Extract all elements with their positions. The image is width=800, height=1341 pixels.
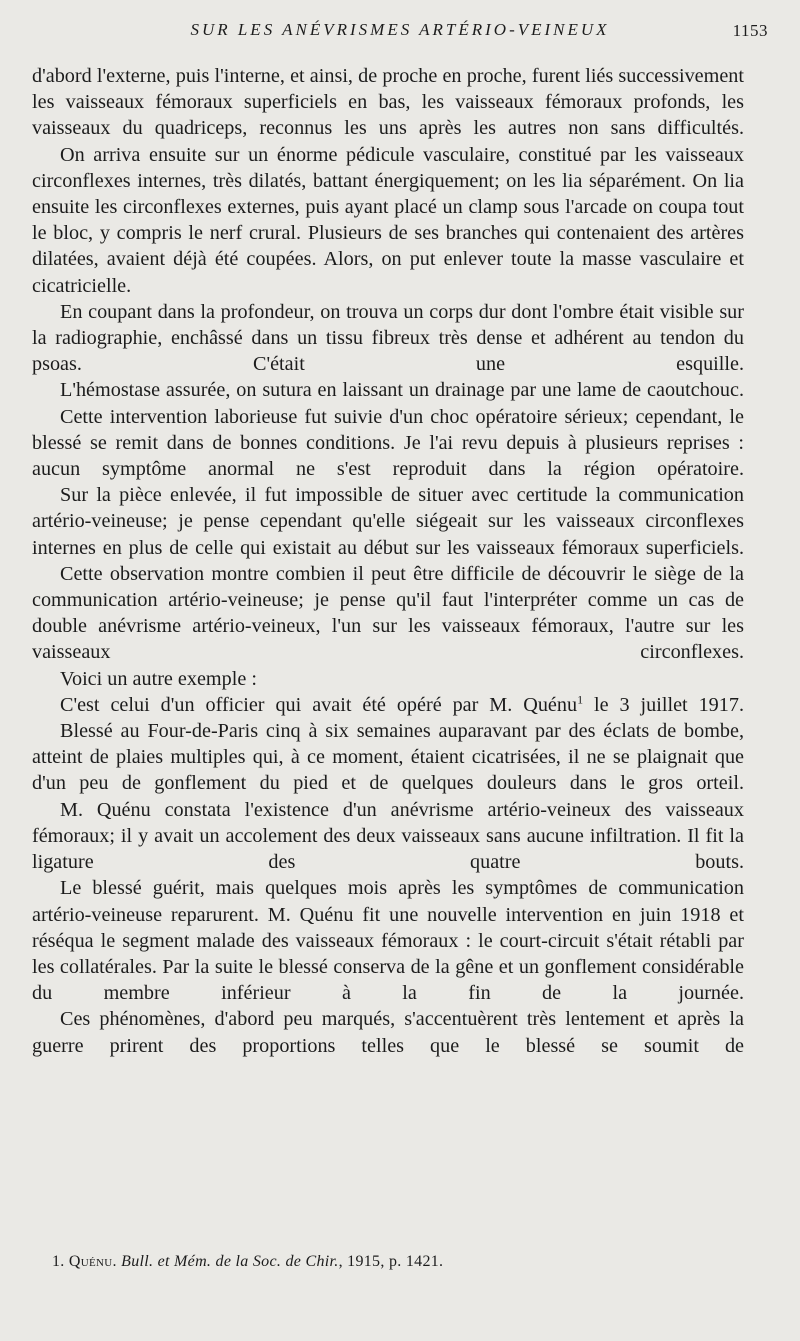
paragraph-7: Cette observation montre combien il peut être difficile de découvrir le siège de la communication artério-veineuse; je pense qu'il faut l'interpréter comme un cas de double anévrisme artério-veineux, l'un sur les vaisseaux fémoraux, l'autre sur les vaisseaux circonflexes.: [32, 562, 744, 664]
paragraph-1: d'abord l'externe, puis l'interne, et ainsi, de proche en proche, furent liés successivement les vaisseaux fémoraux superficiels en bas, les vaisseaux fémoraux profonds, les vaisseaux du quadriceps, reconnus les uns après les autres non sans difficultés.: [32, 65, 744, 140]
paragraph-4: L'hémostase assurée, on sutura en laissant un drainage par une lame de caoutchouc.: [60, 379, 744, 402]
paragraph-9-date: le 3 juillet 1917.: [583, 693, 744, 716]
paragraph-9-text: C'est celui d'un officier qui avait été opéré par M. Quénu: [60, 693, 578, 716]
footnote-number: 1.: [52, 1253, 65, 1270]
body-text: [32, 63, 744, 1059]
footnote-author: Quénu.: [68, 1253, 117, 1270]
footnote-details: , 1915, p. 1421.: [338, 1253, 444, 1270]
paragraph-6: Sur la pièce enlevée, il fut impossible de situer avec certitude la communication artério-veineuse; je pense cependant qu'elle siégeait sur les vaisseaux circonflexes internes en plus de celle qui existait au début sur les vaisseaux fémoraux superficiels.: [32, 484, 744, 559]
footnote-reference[interactable]: 1: [577, 692, 584, 707]
paragraph-10: Blessé au Four-de-Paris cinq à six semaines auparavant par des éclats de bombe, atteint de plaies multiples qui, à ce moment, étaient cicatrisées, il ne se plaignait que d'un peu de gonflement du pied et de quelques douleurs dans le gros orteil.: [32, 720, 744, 795]
running-title: SUR LES ANÉVRISMES ARTÉRIO-VEINEUX: [190, 20, 610, 39]
footnote: [52, 1253, 443, 1271]
paragraph-12: Le blessé guérit, mais quelques mois après les symptômes de communication artério-veineuse reparurent. M. Quénu fit une nouvelle intervention en juin 1918 et réséqua le segment malade des vaisseaux fémoraux : le court-circuit s'était rétabli par les collatérales. Par la suite le blessé conserva de la gêne et un gonflement considérable du membre inférieur à la fin de la journée.: [32, 877, 744, 1005]
paragraph-8: Voici un autre exemple :: [60, 667, 257, 690]
paragraph-11: M. Quénu constata l'existence d'un anévrisme artério-veineux des vaisseaux fémoraux; il y avait un accolement des deux vaisseaux sans aucune infiltration. Il fit la ligature des quatre bouts.: [32, 798, 744, 874]
paragraph-5: Cette intervention laborieuse fut suivie d'un choc opératoire sérieux; cependant, le blessé se remit dans de bonnes conditions. Je l'ai revu depuis à plusieurs reprises : aucun symptôme anormal ne s'est reproduit dans la région opératoire.: [32, 405, 744, 481]
footnote-journal: Bull. et Mém. de la Soc. de Chir.: [121, 1253, 339, 1270]
running-head: [0, 20, 800, 44]
paragraph-3: En coupant dans la profondeur, on trouva un corps dur dont l'ombre était visible sur la radiographie, enchâssé dans un tissu fibreux très dense et adhérent au tendon du psoas. C'était une esquille.: [32, 300, 744, 376]
paragraph-9: [32, 692, 744, 718]
paragraph-13: Ces phénomènes, d'abord peu marqués, s'accentuèrent très lentement et après la guerre prirent des proportions telles que le blessé se soumit de: [32, 1008, 744, 1057]
page-number: 1153: [732, 21, 768, 40]
paragraph-2: On arriva ensuite sur un énorme pédicule vasculaire, constitué par les vaisseaux circonflexes internes, très dilatés, battant énergiquement; on les lia séparément. On lia ensuite les circonflexes externes, puis ayant placé un clamp sous l'arcade on coupa tout le bloc, y compris le nerf crural. Plusieurs de ses branches qui contenaient des artères dilatées, avaient déjà été coupées. Alors, on put enlever toute la masse vasculaire et cicatricielle.: [32, 143, 744, 297]
